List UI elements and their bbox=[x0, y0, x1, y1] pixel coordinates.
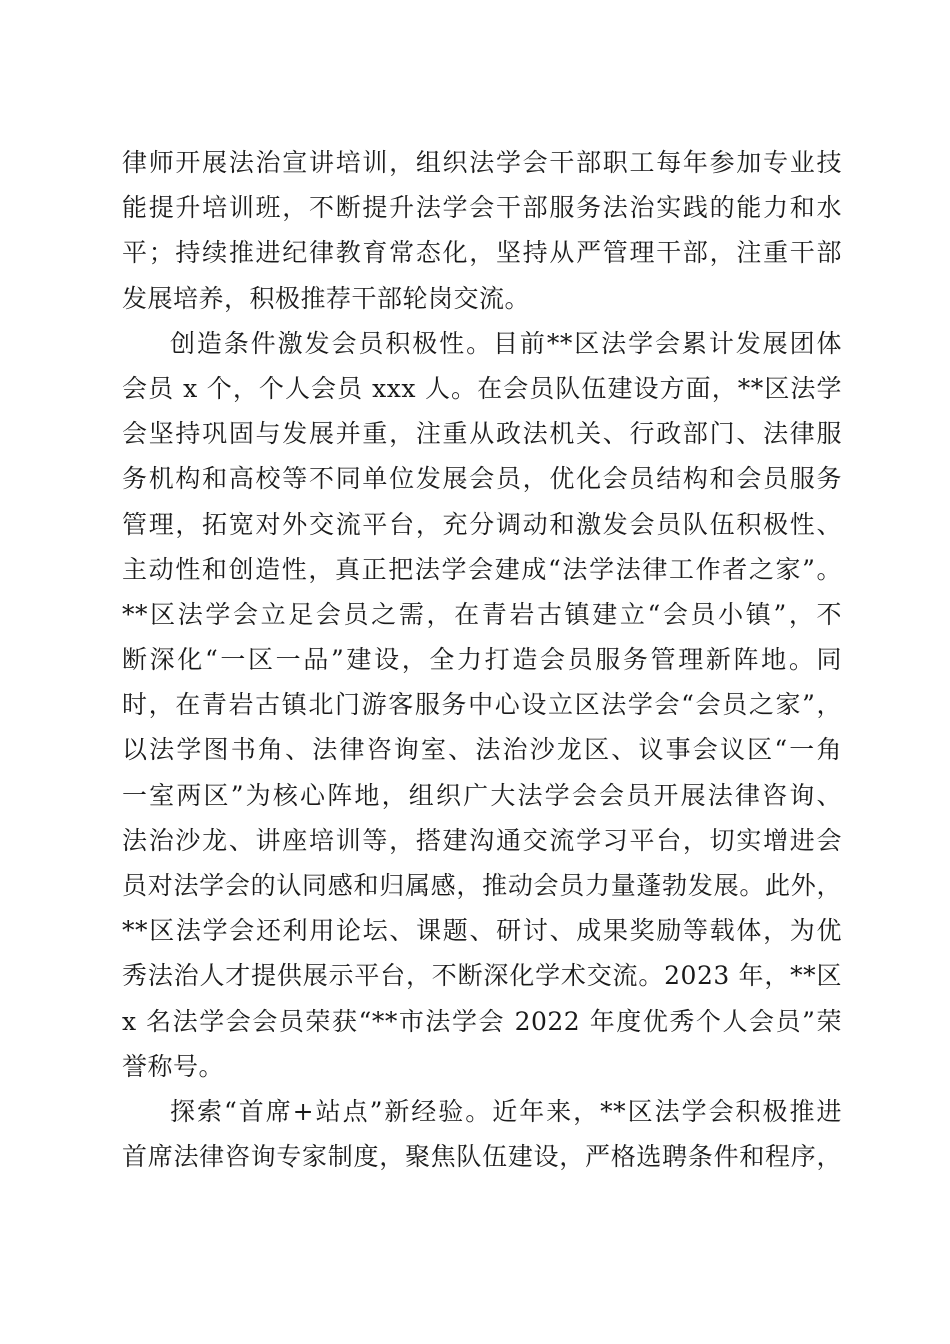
text-line: 誉称号。 bbox=[122, 1051, 225, 1081]
text-line: 断深化“一区一品”建设，全力打造会员服务管理新阵地。同 bbox=[122, 645, 842, 675]
text-line: 探索“首席+站点”新经验。近年来，**区法学会积极推进 bbox=[170, 1096, 842, 1126]
text-line: 以法学图书角、法律咨询室、法治沙龙区、议事会议区“一角 bbox=[122, 735, 842, 765]
text-line: 平；持续推进纪律教育常态化，坚持从严管理干部，注重干部 bbox=[122, 238, 842, 268]
document-body bbox=[122, 140, 842, 1179]
text-line: 主动性和创造性，真正把法学会建成“法学法律工作者之家”。 bbox=[122, 554, 842, 584]
text-line: 首席法律咨询专家制度，聚焦队伍建设，严格选聘条件和程序， bbox=[122, 1142, 842, 1172]
text-line: 员对法学会的认同感和归属感，推动会员力量蓬勃发展。此外， bbox=[122, 871, 842, 900]
text-line: **区法学会立足会员之需，在青岩古镇建立“会员小镇”，不 bbox=[122, 599, 842, 629]
text-line: 发展培养，积极推荐干部轮岗交流。 bbox=[122, 283, 531, 313]
text-line: 创造条件激发会员积极性。目前**区法学会累计发展团体 bbox=[170, 328, 842, 358]
text-line: **区法学会还利用论坛、课题、研讨、成果奖励等载体，为优 bbox=[122, 916, 842, 946]
text-line: 会员 x 个，个人会员 xxx 人。在会员队伍建设方面，**区法学 bbox=[122, 373, 842, 403]
text-line: 秀法治人才提供展示平台，不断深化学术交流。2023 年，**区 bbox=[122, 961, 842, 991]
paragraph-3 bbox=[122, 1089, 842, 1179]
text-line: 律师开展法治宣讲培训，组织法学会干部职工每年参加专业技 bbox=[122, 148, 842, 177]
text-line: 务机构和高校等不同单位发展会员，优化会员结构和会员服务 bbox=[122, 464, 842, 494]
paragraph-1 bbox=[122, 140, 842, 321]
text-line: 一室两区”为核心阵地，组织广大法学会会员开展法律咨询、 bbox=[122, 780, 842, 810]
paragraph-2 bbox=[122, 321, 842, 1089]
text-line: 能提升培训班，不断提升法学会干部服务法治实践的能力和水 bbox=[122, 193, 842, 223]
text-line: x 名法学会会员荣获“**市法学会 2022 年度优秀个人会员”荣 bbox=[122, 1006, 842, 1036]
text-line: 会坚持巩固与发展并重，注重从政法机关、行政部门、法律服 bbox=[122, 419, 842, 449]
text-line: 时，在青岩古镇北门游客服务中心设立区法学会“会员之家”， bbox=[122, 690, 842, 720]
text-line: 管理，拓宽对外交流平台，充分调动和激发会员队伍积极性、 bbox=[122, 509, 842, 539]
text-line: 法治沙龙、讲座培训等，搭建沟通交流学习平台，切实增进会 bbox=[122, 825, 842, 855]
